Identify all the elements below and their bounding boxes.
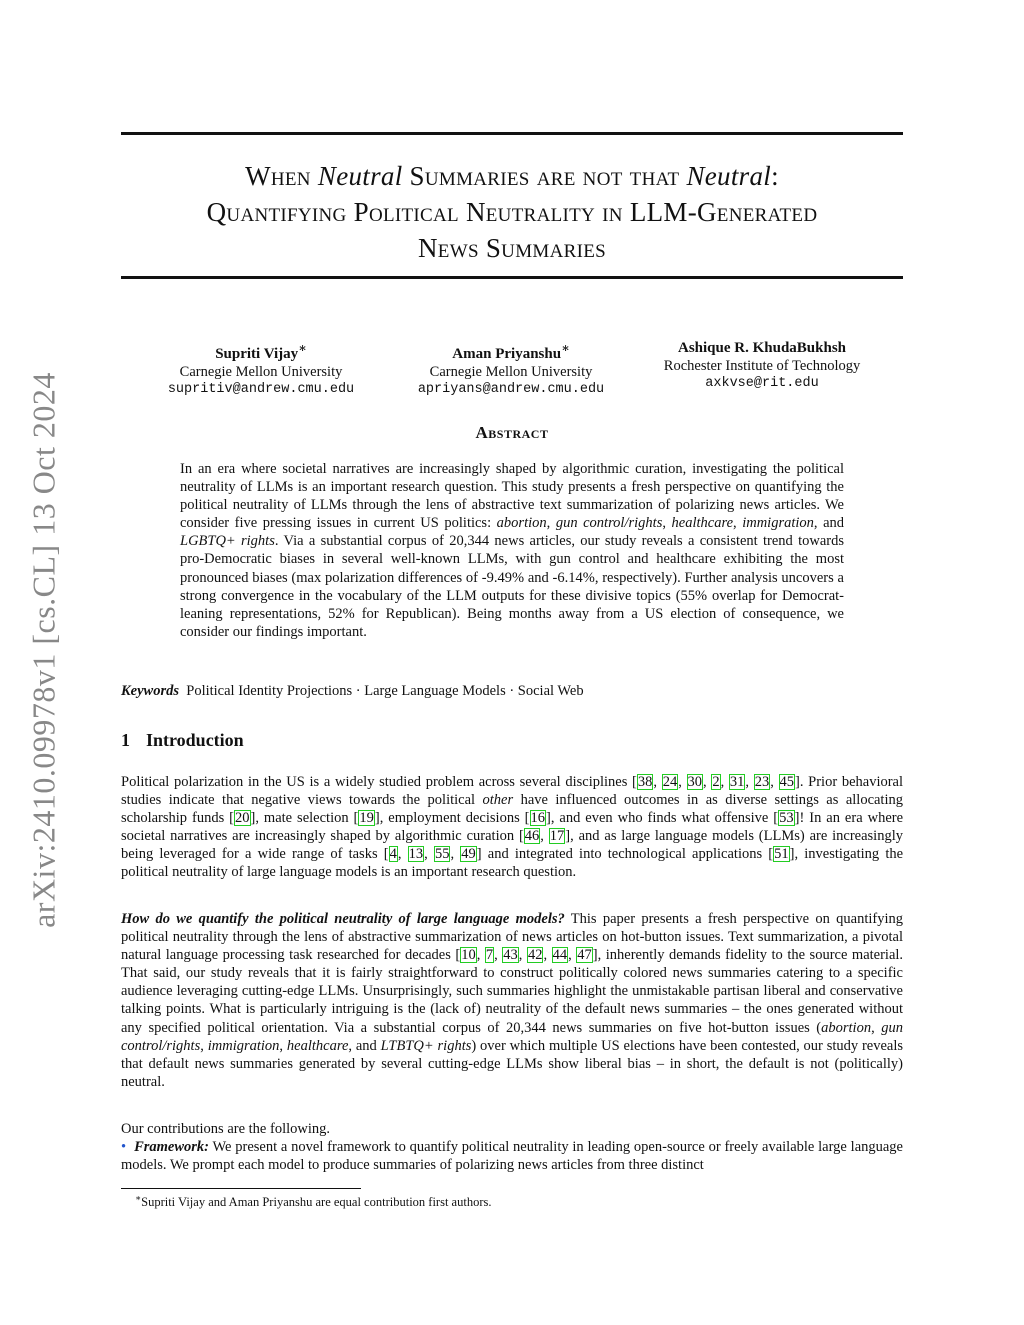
- intro-paragraph-1: Political polarization in the US is a widely studied problem across several disciplines [38, 24, 30, 2, 31, 23, 45]. Prior behavioral studies indicate that negative views towards the political other have influenced outcomes in as diverse settings as allocating scholarship funds [20], mate selection [19], employment decisions [16], and even who finds what offensive [53]! In an era where societal narratives are increasingly shaped by algorithmic curation [46, 17], and as large language models (LLMs) are increasingly being leveraged for a wide range of tasks [4, 13, 55, 49] and integrated into technological applications [51], investigating the political neutrality of large language models is an important research question.: [121, 774, 904, 881]
- citation-link[interactable]: 42: [527, 947, 543, 964]
- keywords-text: Political Identity Projections · Large Language Models · Social Web: [186, 683, 584, 699]
- section-heading-introduction: 1 Introduction: [121, 730, 244, 750]
- title-line-3: News Summaries: [418, 233, 606, 263]
- citation-link[interactable]: 53: [779, 810, 794, 827]
- citation-link[interactable]: 31: [729, 774, 745, 790]
- citation-link[interactable]: 10: [461, 947, 476, 964]
- citation-link[interactable]: 24: [662, 774, 678, 790]
- author-3: [632, 339, 892, 393]
- intro-paragraph-2: How do we quantify the political neutrality of large language models? This paper presents a fresh perspective on quantifying political neutrality through the lens of abstractive summarization of news articles on hot-button issues. Text summarization, a pivotal natural language processing task researched for decades [10, 7, 43, 42, 44, 47], inherently demands fidelity to the source material. That said, our study reveals that it is fairly straightforward to construct politically colored news summaries catering to a specific audience leveraging cutting-edge LLMs. Unsurprisingly, such summaries highlight the unmistakable partisan liberal and conservative talking points. What is particularly intriguing is the (lack of) neutrality of the default news summaries – the ones generated without any specified political orientation. Via a substantial corpus of 20,344 news summaries on five hot-button issues (abortion, gun control/rights, immigration, healthcare, and LTBTQ+ rights) over which multiple US elections have been contested, our study reveals that default news summaries generated by several cutting-edge LLMs show liberal bias – in short, the default is not (politically) neutral.: [121, 911, 904, 1090]
- author-1: Supriti Vijay∗ Carnegie Mellon University supritiv@andrew.cmu.edu: [131, 339, 391, 399]
- footnote: ∗Supriti Vijay and Aman Priyanshu are equal contribution first authors.: [135, 1193, 492, 1210]
- author-affiliation: Carnegie Mellon University: [179, 364, 343, 380]
- author-name: Aman Priyanshu: [452, 346, 562, 362]
- citation-link[interactable]: 51: [774, 846, 789, 863]
- citation-link[interactable]: 46: [524, 828, 540, 845]
- keywords-label: Keywords: [121, 683, 179, 699]
- contribution-lead: Framework:: [134, 1139, 209, 1155]
- author-2: Aman Priyanshu∗ Carnegie Mellon University apriyans@andrew.cmu.edu: [381, 339, 641, 399]
- author-affiliation: Rochester Institute of Technology: [663, 358, 861, 374]
- title-line-2: Quantifying Political Neutrality in LLM-Generated: [206, 197, 818, 227]
- citation-link[interactable]: 43: [503, 947, 518, 964]
- citation-link[interactable]: 19: [359, 810, 374, 827]
- intro-paragraph-3: Our contributions are the following.: [121, 1121, 330, 1137]
- author-name: Ashique R. KhudaBukhsh: [677, 340, 846, 356]
- paper-title: [121, 158, 903, 266]
- title-top-rule: [121, 132, 903, 135]
- citation-link[interactable]: 49: [461, 846, 476, 863]
- author-name: Supriti Vijay: [215, 346, 299, 362]
- abstract-heading: Abstract: [475, 423, 549, 442]
- abstract-body: In an era where societal narratives are increasingly shaped by algorithmic curation, investigating the political neutrality of LLMs is an important research question. This study presents a fresh perspective on quantifying the political neutrality of LLMs through the lens of abstractive text summarization of polarizing news articles. We consider five pressing issues in current US politics: abortion, gun control/rights, healthcare, immigration, and LGBTQ+ rights. Via a substantial corpus of 20,344 news articles, our study reveals a consistent trend towards pro-Democratic biases in several well-known LLMs, with gun control and healthcare exhibiting the most pronounced biases (max polarization differences of -9.49% and -6.14%, respectively). Further analysis uncovers a strong convergence in the vocabulary of the LLM outputs for these divisive topics (55% overlap for Democrat-leaning representations, 52% for Republican). Being months away from a US election of consequence, we consider our findings important.: [180, 461, 845, 640]
- citation-link[interactable]: 55: [434, 846, 450, 863]
- bullet-icon: •: [121, 1139, 127, 1155]
- contribution-item-framework: • Framework: We present a novel framework to quantify political neutrality in leading open-source or freely available large language models. We prompt each model to produce summaries of polarizing news articles from three distinct: [121, 1139, 903, 1174]
- keywords: [121, 683, 903, 700]
- author-email[interactable]: apriyans@andrew.cmu.edu: [417, 382, 605, 397]
- author-email[interactable]: supritiv@andrew.cmu.edu: [167, 382, 355, 397]
- citation-link[interactable]: 23: [754, 774, 770, 790]
- citation-link[interactable]: 16: [530, 810, 545, 827]
- citation-link[interactable]: 7: [485, 947, 494, 964]
- citation-link[interactable]: 47: [577, 947, 592, 964]
- research-question: How do we quantify the political neutrality of large language models?: [121, 911, 565, 927]
- citation-link[interactable]: 17: [549, 828, 565, 845]
- title-bottom-rule: [121, 276, 903, 279]
- citation-link[interactable]: 38: [637, 774, 653, 790]
- author-affiliation: Carnegie Mellon University: [429, 364, 593, 380]
- citation-link[interactable]: 13: [408, 846, 424, 863]
- arxiv-sidebar: [22, 340, 66, 960]
- author-email[interactable]: axkvse@rit.edu: [705, 376, 819, 391]
- citation-link[interactable]: 4: [389, 846, 397, 863]
- citation-link[interactable]: 44: [552, 947, 568, 964]
- citation-link[interactable]: 45: [779, 774, 795, 790]
- arxiv-identifier: arXiv:2410.09978v1 [cs.CL] 13 Oct 2024: [25, 372, 62, 928]
- citation-link[interactable]: 20: [235, 810, 250, 827]
- footnote-rule: [121, 1188, 361, 1189]
- title-line-1: When Neutral Summaries are not that Neutral:: [245, 161, 779, 191]
- citation-link[interactable]: 30: [687, 774, 703, 790]
- citation-link[interactable]: 2: [712, 774, 720, 790]
